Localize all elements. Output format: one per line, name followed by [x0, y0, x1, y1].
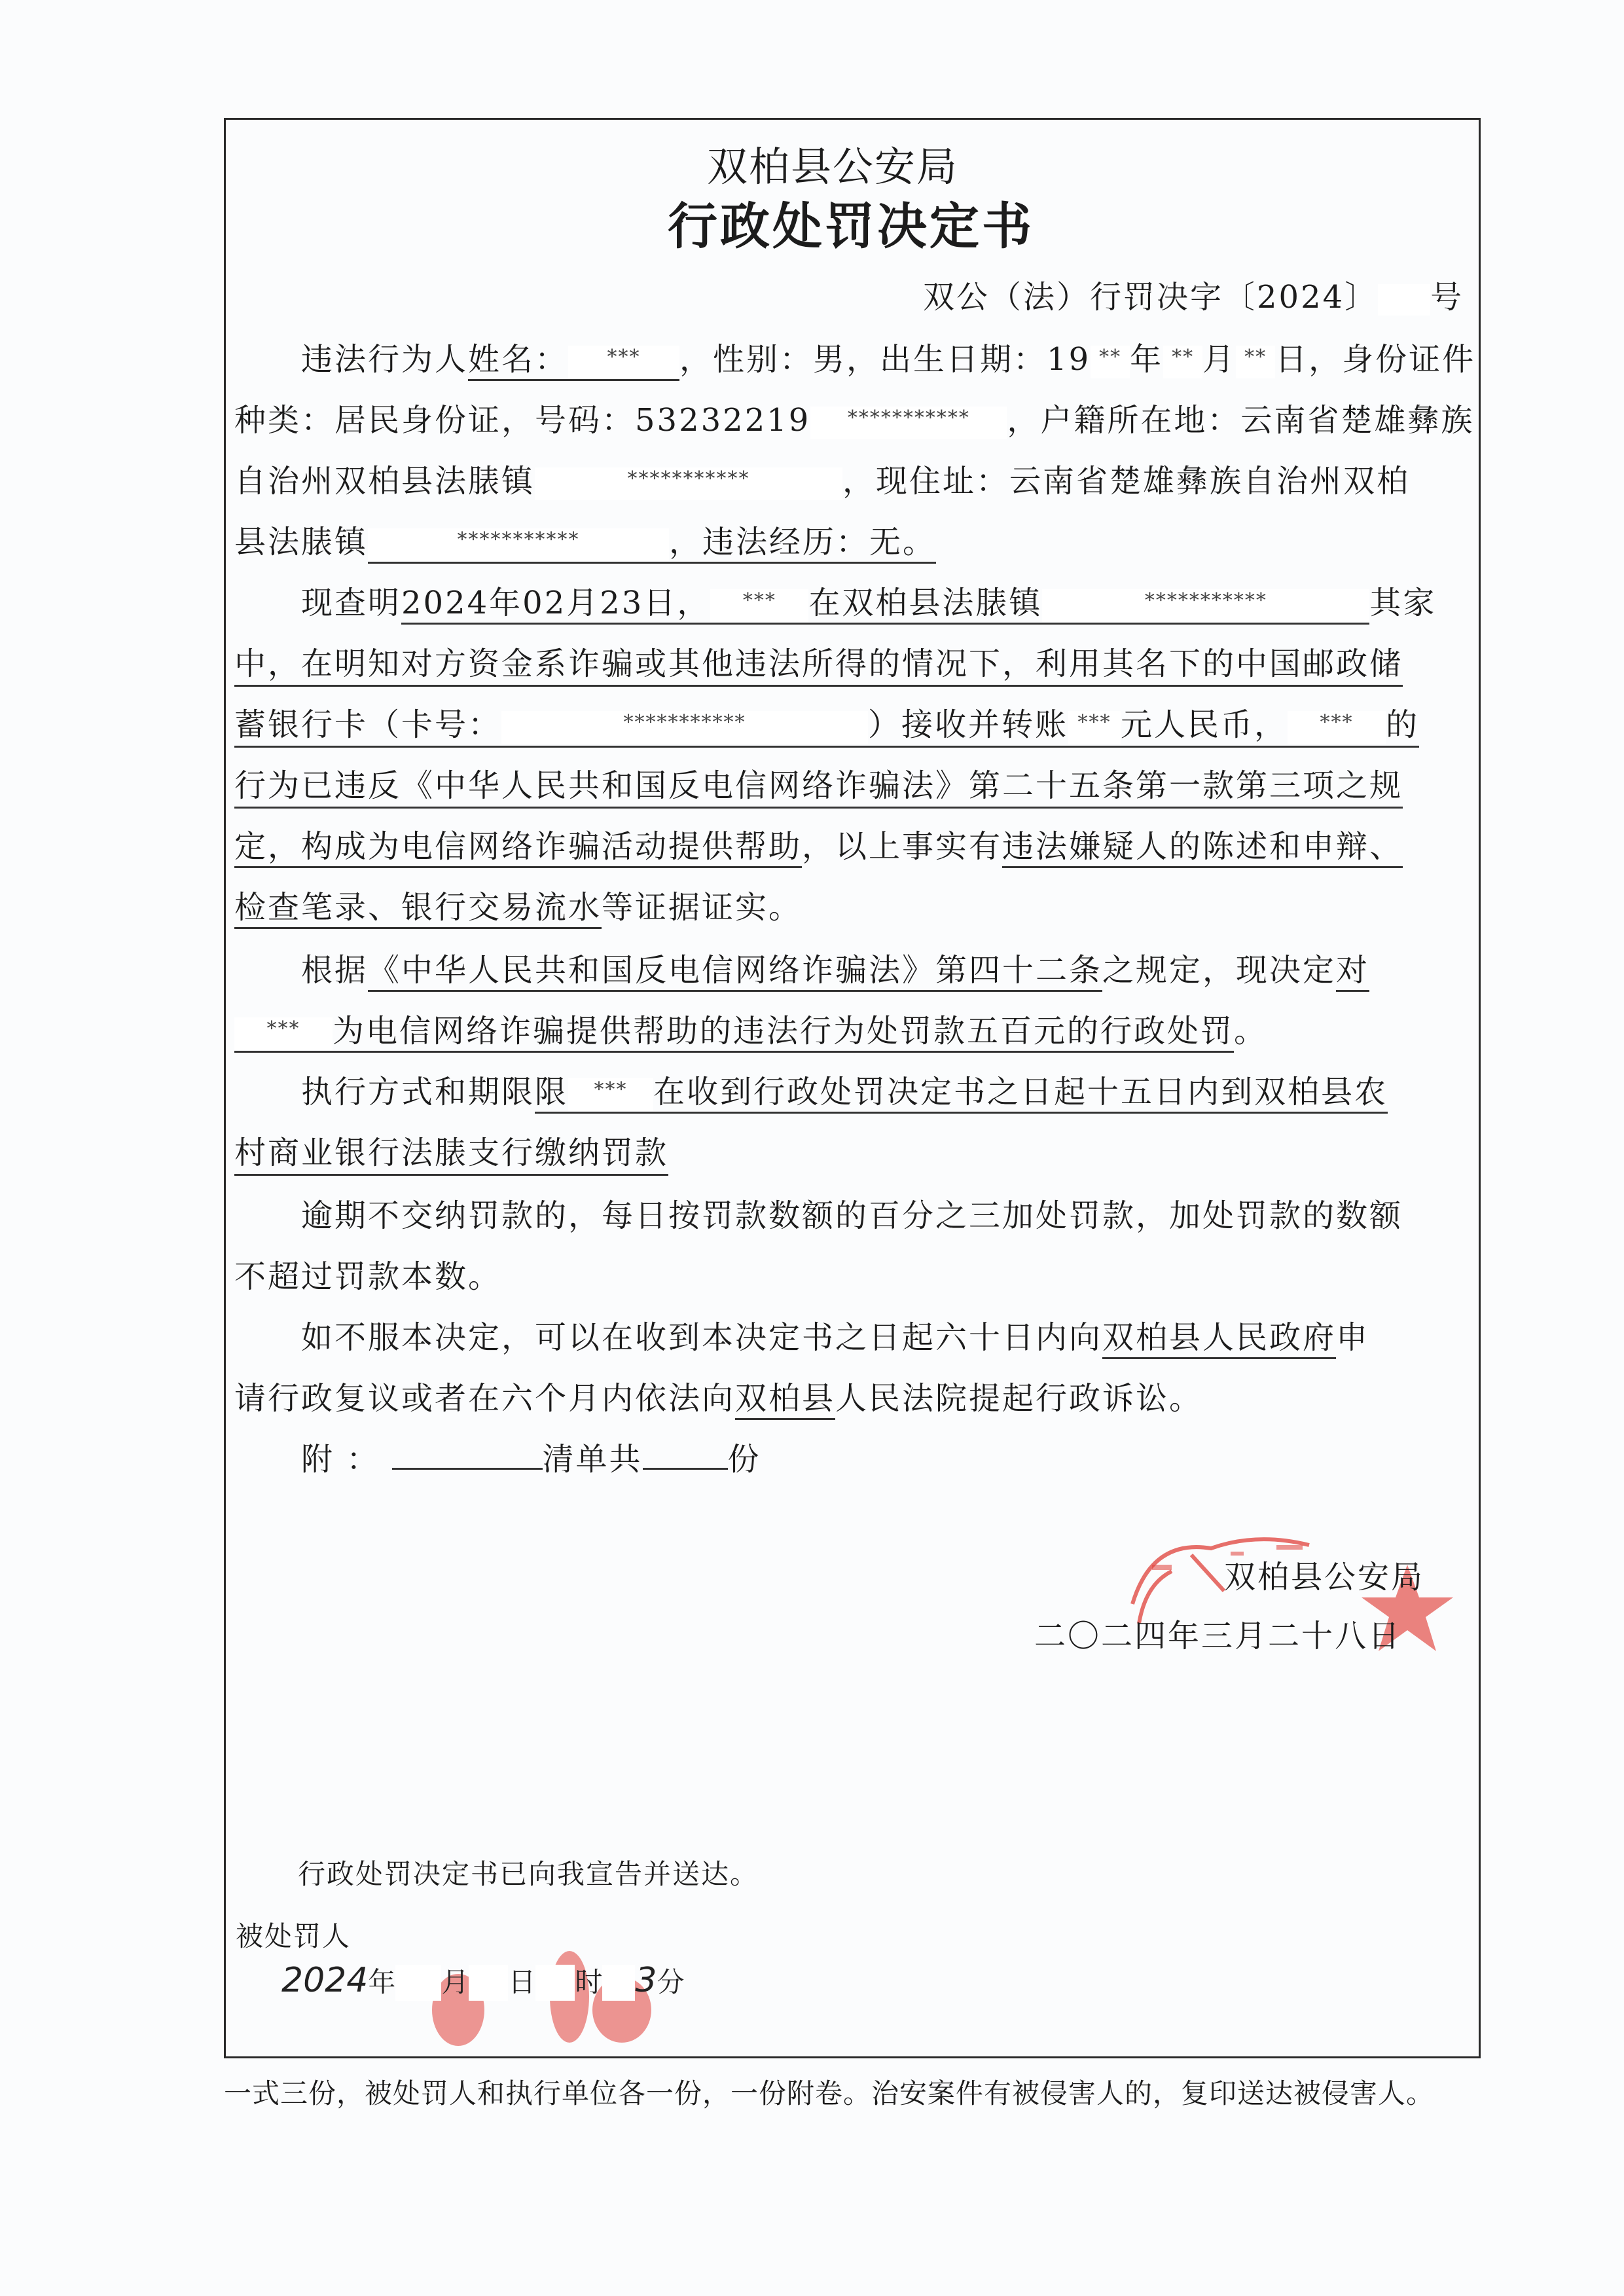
document-number — [923, 272, 1464, 317]
text: 等证据证实。 — [602, 889, 803, 926]
text: 日，身份证件 — [1275, 341, 1476, 378]
execution-line-1 — [301, 1066, 1388, 1112]
receipt-notice: 行政处罚决定书已向我宣告并送达。 — [298, 1858, 759, 1890]
redaction: *********** — [810, 407, 1007, 439]
facts-line-5 — [234, 821, 1403, 866]
redaction: *********** — [501, 711, 868, 744]
text: 检查笔录、银行交易流水 — [234, 889, 602, 929]
text: 元人民币， — [1121, 706, 1288, 743]
redaction: *** — [1068, 711, 1121, 744]
execution-line-2: 村商业银行法脿支行缴纳罚款 — [234, 1127, 668, 1176]
text: 清单共 — [542, 1441, 643, 1478]
text: 违法行为人 — [301, 341, 469, 378]
count-blank — [643, 1442, 728, 1470]
text: 请行政复议或者在六个月内依法向 — [234, 1380, 736, 1417]
redaction: ** — [1091, 346, 1130, 378]
party-line-2 — [234, 395, 1474, 440]
text: 双柏县 — [735, 1380, 835, 1420]
text: 年 — [1130, 341, 1164, 378]
text: 的 — [1386, 706, 1420, 743]
agency-heading: 双柏县公安局 — [707, 143, 959, 191]
attachment-blank — [392, 1442, 543, 1470]
overdue-line-2: 不超过罚款本数。 — [234, 1258, 502, 1295]
redaction — [602, 1965, 635, 2001]
redaction — [395, 1965, 441, 2001]
attachment-line — [301, 1434, 761, 1479]
text: 分 — [657, 1966, 685, 1998]
redaction: ** — [1236, 346, 1275, 378]
doc-number-prefix: 双公（法）行罚决字〔2024〕 — [923, 279, 1379, 316]
text: 姓名： — [468, 341, 569, 378]
text: 之规定，现决定 — [1102, 952, 1337, 989]
text: 执行方式和期限 — [301, 1074, 535, 1110]
text: 在收到行政处罚决定书之日起十五日内到双柏县农 — [653, 1074, 1388, 1110]
appeal-line-1 — [301, 1312, 1369, 1357]
redaction: *********** — [368, 528, 669, 561]
signing-agency: 双柏县公安局 — [1224, 1559, 1425, 1595]
appeal-line-2 — [234, 1373, 1202, 1418]
text: 定，构成为电信网络诈骗活动提供帮助 — [234, 828, 802, 868]
doc-number-suffix: 号 — [1430, 279, 1464, 316]
text: 申 — [1336, 1319, 1370, 1356]
text: ，以上事实有 — [802, 828, 1003, 865]
text: 为电信网络诈骗提供帮助的违法行为处罚款五百元的行政处罚 — [333, 1013, 1235, 1049]
handwritten-year: 2024 — [281, 1961, 369, 2000]
text: 现查明 — [301, 585, 402, 621]
text: ，现住址：云南省楚雄彝族自治州双柏 — [842, 463, 1411, 500]
redaction: *** — [234, 1017, 333, 1050]
text: ）接收并转账 — [868, 706, 1069, 743]
redaction: *** — [1288, 711, 1386, 744]
text: 双柏县人民政府 — [1102, 1319, 1336, 1359]
facts-line-4: 行为已违反《中华人民共和国反电信网络诈骗法》第二十五条第一款第三项之规 — [234, 760, 1403, 809]
redaction: ** — [1163, 346, 1202, 378]
basis-line-1 — [301, 945, 1369, 990]
text: 月 — [441, 1966, 469, 1998]
redaction: *** — [568, 1078, 653, 1111]
redaction: *** — [710, 589, 808, 622]
redaction: *********** — [535, 467, 842, 500]
text: ，户籍所在地：云南省楚雄彝族 — [1007, 402, 1475, 439]
redaction: *********** — [1042, 589, 1369, 622]
facts-line-6 — [234, 882, 802, 927]
text: 种类：居民身份证，号码：53232219 — [234, 402, 811, 439]
text: 如不服本决定，可以在收到本决定书之日起六十日内向 — [301, 1319, 1103, 1356]
text: 份 — [727, 1441, 761, 1478]
text: 。 — [1234, 1013, 1268, 1049]
overdue-line-1: 逾期不交纳罚款的，每日按罚款数额的百分之三加处罚款，加处罚款的数额 — [301, 1197, 1403, 1234]
text: 自治州双柏县法脿镇 — [234, 463, 535, 500]
text: 违法嫌疑人的陈述和申辩、 — [1002, 828, 1403, 868]
handwritten-minute-digit: 3 — [635, 1961, 657, 2000]
footer-note: 一式三份，被处罚人和执行单位各一份，一份附卷。治安案件有被侵害人的，复印送达被侵害人。 — [224, 2077, 1435, 2109]
text: 其家 — [1369, 585, 1437, 621]
redaction — [535, 1965, 575, 2001]
text: 限 — [535, 1074, 569, 1110]
text: 2024年02月23日， — [401, 585, 711, 621]
text: 在双柏县法脿镇 — [808, 585, 1043, 621]
party-line-1 — [301, 334, 1475, 379]
facts-line-2: 中，在明知对方资金系诈骗或其他违法所得的情况下，利用其名下的中国邮政储 — [234, 638, 1403, 687]
text: 人民法院提起行政诉讼。 — [835, 1380, 1203, 1417]
text: 附 ： — [301, 1441, 380, 1478]
text: ，性别：男，出生日期：19 — [679, 341, 1091, 378]
document-title: 行政处罚决定书 — [668, 197, 1034, 255]
text: 《中华人民共和国反电信网络诈骗法》第四十二条 — [368, 952, 1102, 992]
party-line-3 — [234, 456, 1410, 501]
text: 县法脿镇 — [234, 524, 369, 560]
redaction: *** — [568, 346, 679, 378]
facts-line-3 — [234, 699, 1419, 748]
text: 蓄银行卡（卡号： — [234, 706, 502, 743]
text: 根据 — [301, 952, 369, 989]
text: ，违法经历：无。 — [669, 524, 937, 560]
text: 时 — [575, 1966, 603, 1998]
party-line-4 — [234, 517, 936, 562]
handwritten-date — [281, 1961, 685, 2001]
signing-date: 二〇二四年三月二十八日 — [1034, 1618, 1402, 1654]
basis-line-2 — [234, 1006, 1267, 1051]
redaction — [1378, 284, 1430, 316]
text: 月 — [1202, 341, 1236, 378]
facts-line-1 — [301, 577, 1436, 623]
text: 年 — [368, 1966, 396, 1998]
text: 对 — [1336, 952, 1369, 992]
redaction — [469, 1965, 508, 2001]
recipient-label: 被处罚人 — [236, 1920, 352, 1952]
text: 日 — [508, 1966, 536, 1998]
